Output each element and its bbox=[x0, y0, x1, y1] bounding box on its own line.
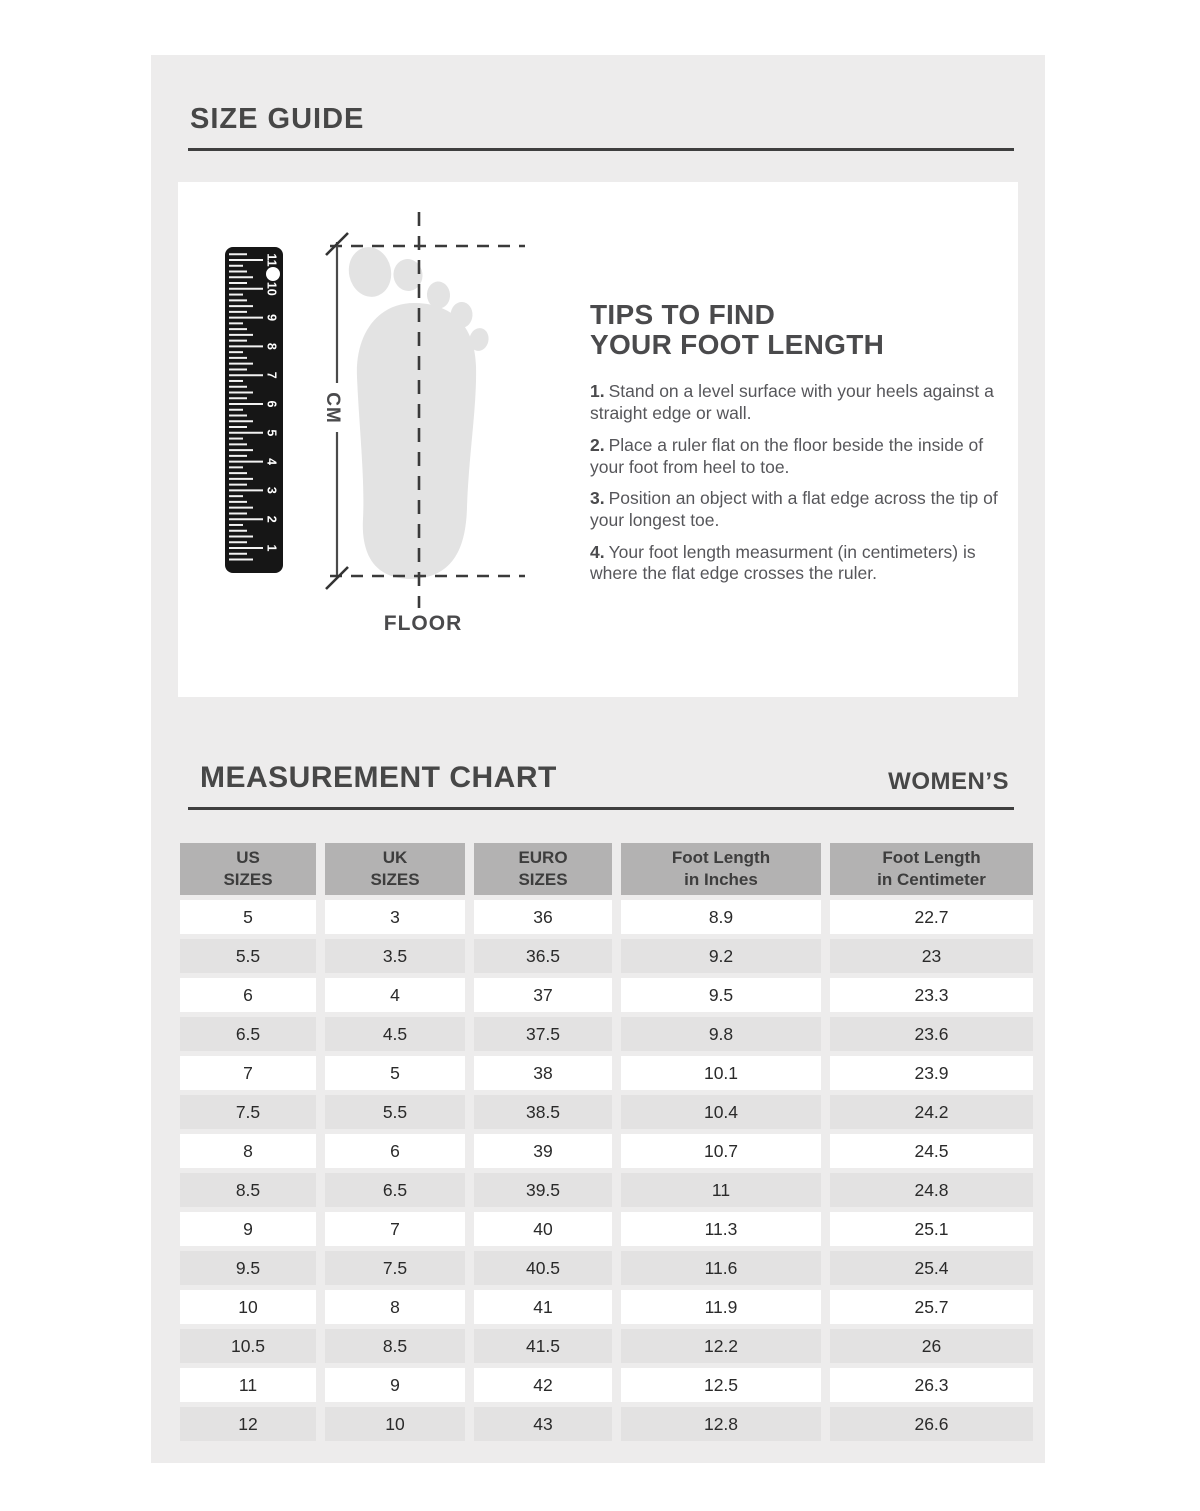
page-title: SIZE GUIDE bbox=[190, 103, 365, 135]
column-header-line: SIZES bbox=[518, 870, 568, 889]
table-cell-r8-c3: 39.5 bbox=[474, 1173, 612, 1207]
tips-section bbox=[590, 300, 1018, 595]
ruler-number-10: 10 bbox=[264, 281, 279, 296]
tip-number: 2. bbox=[590, 434, 605, 455]
table-cell-r6-c2: 5.5 bbox=[325, 1095, 465, 1129]
ruler-hole-icon bbox=[266, 267, 280, 281]
tips-heading-line1: TIPS TO FIND bbox=[590, 299, 776, 330]
table-cell-r13-c1: 11 bbox=[180, 1368, 316, 1402]
ruler-number-4: 4 bbox=[264, 458, 279, 466]
table-cell-r10-c4: 11.6 bbox=[621, 1251, 821, 1285]
column-header-3 bbox=[474, 843, 612, 895]
table-cell-r1-c2: 3 bbox=[325, 900, 465, 934]
tip-item-1 bbox=[590, 381, 1018, 424]
table-cell-r3-c3: 37 bbox=[474, 978, 612, 1012]
table-cell-r2-c1: 5.5 bbox=[180, 939, 316, 973]
column-header-line: in Centimeter bbox=[877, 870, 986, 889]
tips-heading bbox=[590, 300, 1018, 360]
table-cell-r12-c4: 12.2 bbox=[621, 1329, 821, 1363]
column-header-line: SIZES bbox=[223, 870, 273, 889]
table-cell-r11-c2: 8 bbox=[325, 1290, 465, 1324]
tip-number: 4. bbox=[590, 541, 605, 562]
column-header-line: Foot Length bbox=[882, 847, 981, 867]
column-header-line: EURO bbox=[518, 847, 568, 867]
measurement-chart-divider bbox=[188, 807, 1014, 810]
tip-text: Position an object with a flat edge across the tip of your longest toe. bbox=[590, 488, 998, 530]
table-cell-r7-c4: 10.7 bbox=[621, 1134, 821, 1168]
table-cell-r8-c1: 8.5 bbox=[180, 1173, 316, 1207]
table-cell-r1-c1: 5 bbox=[180, 900, 316, 934]
table-cell-r3-c4: 9.5 bbox=[621, 978, 821, 1012]
table-cell-r6-c4: 10.4 bbox=[621, 1095, 821, 1129]
table-cell-r12-c5: 26 bbox=[830, 1329, 1033, 1363]
table-cell-r6-c3: 38.5 bbox=[474, 1095, 612, 1129]
table-cell-r8-c2: 6.5 bbox=[325, 1173, 465, 1207]
column-header-line: Foot Length bbox=[671, 847, 771, 867]
table-cell-r14-c1: 12 bbox=[180, 1407, 316, 1441]
table-cell-r11-c4: 11.9 bbox=[621, 1290, 821, 1324]
table-cell-r1-c3: 36 bbox=[474, 900, 612, 934]
table-cell-r9-c5: 25.1 bbox=[830, 1212, 1033, 1246]
table-cell-r1-c5: 22.7 bbox=[830, 900, 1033, 934]
table-cell-r8-c4: 11 bbox=[621, 1173, 821, 1207]
tip-item-2 bbox=[590, 435, 1018, 478]
table-cell-r3-c5: 23.3 bbox=[830, 978, 1033, 1012]
title-divider bbox=[188, 148, 1014, 151]
tip-text: Place a ruler flat on the floor beside the inside of your foot from heel to toe. bbox=[590, 434, 984, 477]
table-cell-r10-c5: 25.4 bbox=[830, 1251, 1033, 1285]
tip-number: 1. bbox=[590, 381, 605, 402]
table-cell-r9-c1: 9 bbox=[180, 1212, 316, 1246]
table-cell-r7-c2: 6 bbox=[325, 1134, 465, 1168]
ruler-number-2: 2 bbox=[264, 515, 279, 523]
table-cell-r6-c5: 24.2 bbox=[830, 1095, 1033, 1129]
table-cell-r13-c3: 42 bbox=[474, 1368, 612, 1402]
table-cell-r5-c3: 38 bbox=[474, 1056, 612, 1090]
size-conversion-table bbox=[180, 843, 1033, 1441]
ruler-number-1: 1 bbox=[264, 544, 279, 552]
table-cell-r13-c5: 26.3 bbox=[830, 1368, 1033, 1402]
table-cell-r4-c4: 9.8 bbox=[621, 1017, 821, 1051]
tip-number: 3. bbox=[590, 488, 605, 509]
table-cell-r9-c4: 11.3 bbox=[621, 1212, 821, 1246]
table-cell-r5-c2: 5 bbox=[325, 1056, 465, 1090]
table-cell-r5-c1: 7 bbox=[180, 1056, 316, 1090]
table-cell-r2-c2: 3.5 bbox=[325, 939, 465, 973]
tip-item-3 bbox=[590, 488, 1018, 531]
measurement-chart-title: MEASUREMENT CHART bbox=[200, 761, 557, 794]
ruler-icon bbox=[225, 247, 283, 573]
column-header-line: UK bbox=[382, 847, 408, 867]
table-cell-r5-c5: 23.9 bbox=[830, 1056, 1033, 1090]
table-cell-r7-c5: 24.5 bbox=[830, 1134, 1033, 1168]
table-cell-r14-c4: 12.8 bbox=[621, 1407, 821, 1441]
table-cell-r13-c2: 9 bbox=[325, 1368, 465, 1402]
table-cell-r14-c2: 10 bbox=[325, 1407, 465, 1441]
tips-heading-line2: YOUR FOOT LENGTH bbox=[590, 329, 885, 361]
table-cell-r11-c3: 41 bbox=[474, 1290, 612, 1324]
table-cell-r9-c2: 7 bbox=[325, 1212, 465, 1246]
table-cell-r6-c1: 7.5 bbox=[180, 1095, 316, 1129]
table-cell-r3-c1: 6 bbox=[180, 978, 316, 1012]
tip-text: Your foot length measurment (in centimeters) is where the flat edge crosses the ruler. bbox=[590, 541, 976, 584]
table-cell-r7-c1: 8 bbox=[180, 1134, 316, 1168]
table-cell-r9-c3: 40 bbox=[474, 1212, 612, 1246]
ruler-number-11: 11 bbox=[264, 253, 279, 267]
column-header-line: US bbox=[236, 847, 260, 867]
column-header-line: in Inches bbox=[684, 870, 758, 889]
table-cell-r8-c5: 24.8 bbox=[830, 1173, 1033, 1207]
table-cell-r14-c5: 26.6 bbox=[830, 1407, 1033, 1441]
table-cell-r4-c3: 37.5 bbox=[474, 1017, 612, 1051]
table-cell-r12-c2: 8.5 bbox=[325, 1329, 465, 1363]
table-cell-r4-c1: 6.5 bbox=[180, 1017, 316, 1051]
ruler-number-9: 9 bbox=[264, 314, 279, 322]
table-cell-r3-c2: 4 bbox=[325, 978, 465, 1012]
table-cell-r5-c4: 10.1 bbox=[621, 1056, 821, 1090]
ruler-number-3: 3 bbox=[264, 486, 279, 494]
table-cell-r2-c4: 9.2 bbox=[621, 939, 821, 973]
table-cell-r1-c4: 8.9 bbox=[621, 900, 821, 934]
column-header-1 bbox=[180, 843, 316, 895]
foot-measurement-illustration bbox=[178, 182, 1018, 697]
table-cell-r12-c3: 41.5 bbox=[474, 1329, 612, 1363]
ruler-number-8: 8 bbox=[264, 342, 279, 350]
column-header-line: SIZES bbox=[370, 870, 420, 889]
column-header-4 bbox=[621, 843, 821, 895]
table-cell-r10-c1: 9.5 bbox=[180, 1251, 316, 1285]
content-panel bbox=[151, 55, 1045, 1463]
foot-silhouette-icon bbox=[344, 243, 490, 579]
tips-list bbox=[590, 381, 1018, 585]
table-cell-r2-c5: 23 bbox=[830, 939, 1033, 973]
column-header-2 bbox=[325, 843, 465, 895]
table-cell-r4-c5: 23.6 bbox=[830, 1017, 1033, 1051]
table-cell-r12-c1: 10.5 bbox=[180, 1329, 316, 1363]
measurement-chart-category: WOMEN’S bbox=[888, 768, 1009, 795]
table-cell-r10-c2: 7.5 bbox=[325, 1251, 465, 1285]
ruler-number-6: 6 bbox=[264, 400, 279, 408]
table-cell-r11-c5: 25.7 bbox=[830, 1290, 1033, 1324]
column-header-5 bbox=[830, 843, 1033, 895]
table-cell-r11-c1: 10 bbox=[180, 1290, 316, 1324]
tip-text: Stand on a level surface with your heels against a straight edge or wall. bbox=[590, 381, 994, 424]
cm-unit-label: CM bbox=[322, 392, 343, 424]
table-cell-r13-c4: 12.5 bbox=[621, 1368, 821, 1402]
table-cell-r7-c3: 39 bbox=[474, 1134, 612, 1168]
floor-label: FLOOR bbox=[383, 612, 463, 635]
ruler-number-7: 7 bbox=[264, 371, 279, 379]
table-cell-r14-c3: 43 bbox=[474, 1407, 612, 1441]
table-cell-r2-c3: 36.5 bbox=[474, 939, 612, 973]
tip-item-4 bbox=[590, 542, 1018, 585]
table-cell-r10-c3: 40.5 bbox=[474, 1251, 612, 1285]
table-cell-r4-c2: 4.5 bbox=[325, 1017, 465, 1051]
ruler-number-5: 5 bbox=[264, 429, 279, 437]
